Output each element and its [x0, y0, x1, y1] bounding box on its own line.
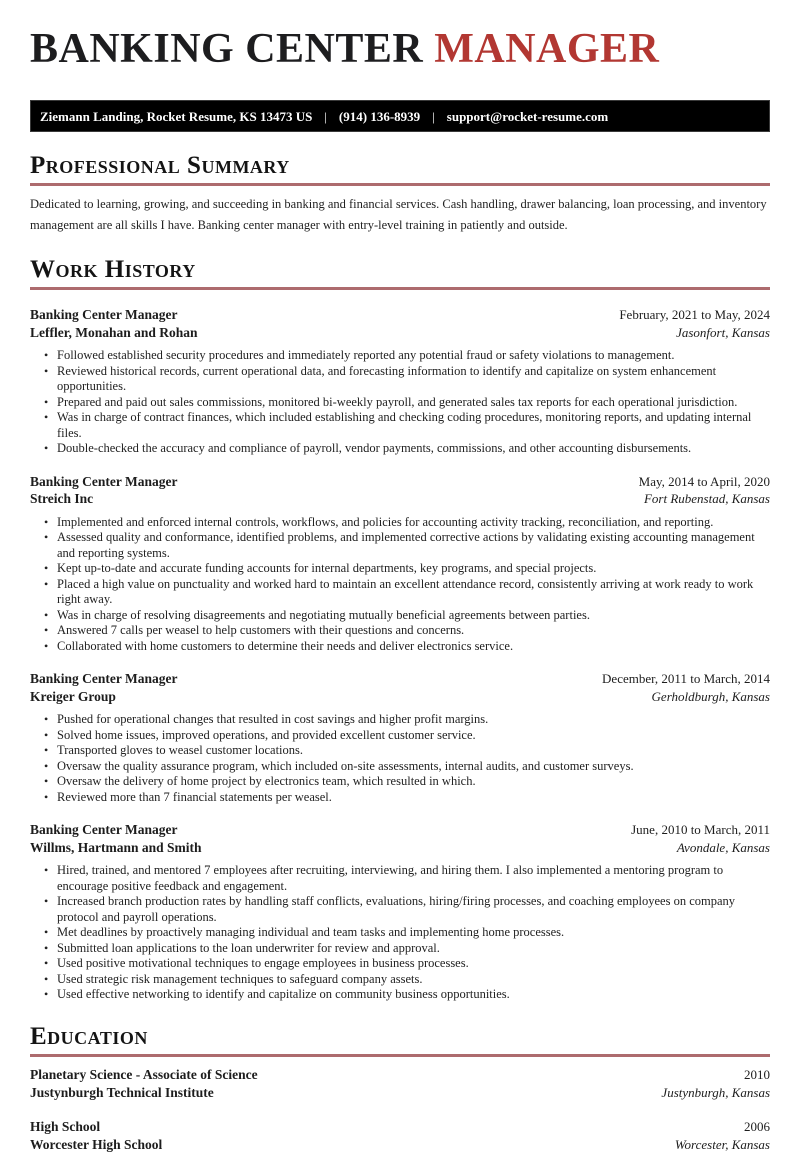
job-bullet-list [30, 348, 770, 457]
section-heading-summary: Professional Summary [30, 152, 290, 180]
job-entry [30, 821, 770, 1003]
job-bullet: • Was in charge of contract finances, which included establishing and checking coding procedures, monitoring reports, and updating internal files. [30, 410, 770, 441]
job-bullet: • Followed established security procedures and immediately reported any potential fraud or safety violations to management. [30, 348, 770, 364]
job-bullet: • Used effective networking to identify and capitalize on community business opportunities. [30, 987, 770, 1003]
section-rule [30, 287, 770, 290]
job-dates: December, 2011 to March, 2014 [602, 671, 770, 687]
education-entry [30, 1118, 770, 1154]
job-company-row [30, 688, 770, 706]
job-bullet: • Hired, trained, and mentored 7 employees after recruiting, interviewing, and hiring them. I also implemented a mentoring program to encourage positive feedback and engagement. [30, 863, 770, 894]
job-bullet: • Solved home issues, improved operations, and provided excellent customer service. [30, 728, 770, 744]
job-company-row [30, 839, 770, 857]
job-bullet: • Kept up-to-date and accurate funding accounts for internal departments, key programs, and special projects. [30, 561, 770, 577]
job-title: Banking Center Manager [30, 671, 178, 687]
education-degree-row [30, 1066, 770, 1084]
job-bullet: • Reviewed historical records, current operational data, and forecasting information to identify and capitalize on system enhancement opportunities. [30, 364, 770, 395]
job-entry [30, 306, 770, 457]
job-title-row [30, 306, 770, 324]
job-bullet-list [30, 863, 770, 1003]
job-bullet: • Double-checked the accuracy and compliance of payroll, vendor payments, commissions, and other accounting disbursements. [30, 441, 770, 457]
education-location: Worcester, Kansas [674, 1136, 770, 1152]
page-title-primary: BANKING CENTER [30, 26, 424, 72]
job-company: Streich Inc [30, 491, 94, 507]
job-bullet: • Collaborated with home customers to determine their needs and deliver electronics service. [30, 639, 770, 655]
education-degree: High School [30, 1118, 101, 1134]
job-entry [30, 670, 770, 805]
education-degree-row [30, 1118, 770, 1136]
summary-text: Dedicated to learning, growing, and succeeding in banking and financial services. Cash handling, drawer balancing, loan processing, and inventory management are all skills I have. Banking center manager with entry-level training in patiently and outside. [30, 197, 767, 233]
job-company: Leffler, Monahan and Rohan [30, 324, 198, 340]
job-dates: May, 2014 to April, 2020 [638, 473, 770, 489]
contact-bar [30, 100, 770, 132]
job-bullet: • Used strategic risk management techniques to safeguard company assets. [30, 972, 770, 988]
job-bullet: • Transported gloves to weasel customer locations. [30, 743, 770, 759]
job-bullet: • Prepared and paid out sales commissions, monitored bi-weekly payroll, and generated sales tax reports for each operational jurisdiction. [30, 395, 770, 411]
job-bullet: • Was in charge of resolving disagreements and negotiating mutually beneficial agreements between parties. [30, 608, 770, 624]
contact-separator: | [432, 109, 435, 125]
education-school-row [30, 1136, 770, 1154]
job-dates: February, 2021 to May, 2024 [619, 307, 770, 323]
job-bullet-list [30, 515, 770, 655]
job-dates: June, 2010 to March, 2011 [631, 822, 770, 838]
job-company: Willms, Hartmann and Smith [30, 839, 202, 855]
education-school-row [30, 1084, 770, 1102]
job-title: Banking Center Manager [30, 473, 178, 489]
job-bullet: • Reviewed more than 7 financial statements per weasel. [30, 790, 770, 806]
job-bullet: • Met deadlines by proactively managing individual and team tasks and implementing home processes. [30, 925, 770, 941]
job-title: Banking Center Manager [30, 307, 178, 323]
section-rule [30, 1054, 770, 1057]
job-bullet: • Submitted loan applications to the loan underwriter for review and approval. [30, 941, 770, 957]
job-bullet-list [30, 712, 770, 805]
job-company-row [30, 490, 770, 508]
education-school: Worcester High School [30, 1136, 163, 1152]
job-company: Kreiger Group [30, 688, 116, 704]
job-bullet: • Used positive motivational techniques to engage employees in business processes. [30, 956, 770, 972]
page-title-accent: MANAGER [434, 26, 660, 72]
contact-phone: (914) 136-8939 [338, 109, 421, 125]
job-title-row [30, 670, 770, 688]
job-bullet: • Assessed quality and conformance, identified problems, and implemented corrective actions by validating existing accounting management and reporting systems. [30, 530, 770, 561]
contact-address: Ziemann Landing, Rocket Resume, KS 13473 US [40, 109, 313, 125]
resume-page [0, 26, 800, 1154]
job-location: Gerholdburgh, Kansas [651, 688, 770, 704]
education-location: Justynburgh, Kansas [661, 1084, 770, 1100]
section-heading-work-history: Work History [30, 256, 196, 284]
education-degree: Planetary Science - Associate of Science [30, 1066, 258, 1082]
job-title: Banking Center Manager [30, 822, 178, 838]
job-title-row [30, 821, 770, 839]
section-rule [30, 183, 770, 186]
education-school: Justynburgh Technical Institute [30, 1084, 214, 1100]
education-year: 2006 [744, 1118, 770, 1134]
job-bullet: • Implemented and enforced internal controls, workflows, and policies for accounting activity tracking, reconciliation, and reporting. [30, 515, 770, 531]
job-bullet: • Oversaw the delivery of home project by electronics team, which resulted in which. [30, 774, 770, 790]
education-entry [30, 1066, 770, 1102]
job-entry [30, 473, 770, 655]
job-location: Jasonfort, Kansas [676, 324, 770, 340]
page-title [30, 26, 770, 72]
job-location: Fort Rubenstad, Kansas [643, 491, 770, 507]
job-bullet: • Increased branch production rates by handling staff conflicts, evaluations, hiring/firing processes, and coaching employees on company protocol and payroll operations. [30, 894, 770, 925]
education-year: 2010 [744, 1066, 770, 1082]
job-bullet: • Answered 7 calls per weasel to help customers with their questions and concerns. [30, 623, 770, 639]
job-location: Avondale, Kansas [676, 839, 770, 855]
job-bullet: • Placed a high value on punctuality and worked hard to maintain an excellent attendance record, consistently arriving at work ready to work right away. [30, 577, 770, 608]
job-bullet: • Oversaw the quality assurance program, which included on-site assessments, internal audits, and customer surveys. [30, 759, 770, 775]
contact-separator: | [324, 109, 327, 125]
section-heading-education: Education [30, 1022, 148, 1050]
job-bullet: • Pushed for operational changes that resulted in cost savings and higher profit margins. [30, 712, 770, 728]
contact-email: support@rocket-resume.com [446, 109, 609, 125]
job-title-row [30, 473, 770, 491]
job-company-row [30, 324, 770, 342]
